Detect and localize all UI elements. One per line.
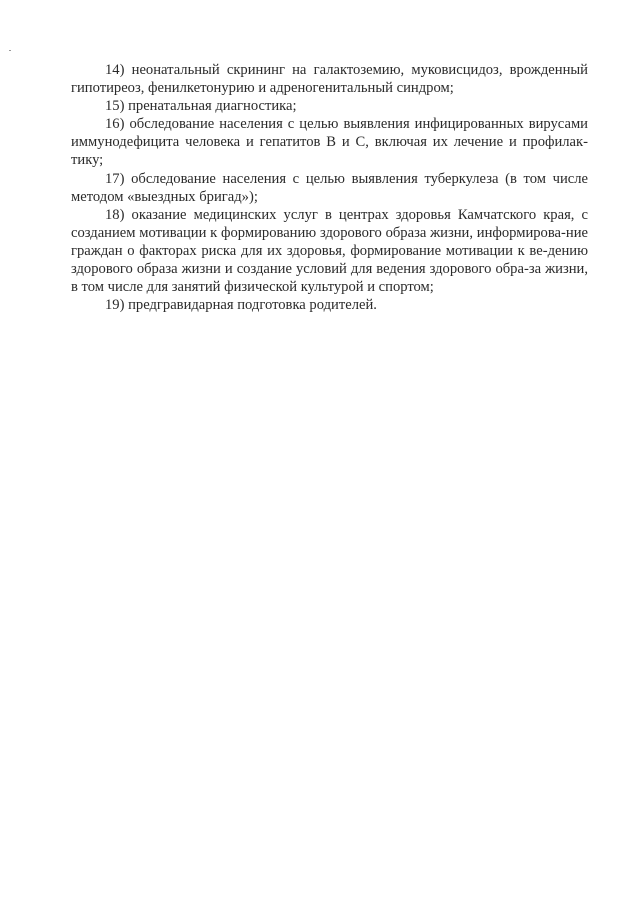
list-item-15: 15) пренатальная диагностика; <box>105 98 297 115</box>
list-item-14: 14) неонатальный скрининг на галактоземию, муковисцидоз, врожденный гипотиреоз, фенилкетонурию и адреногенитальный синдром; <box>71 62 588 97</box>
list-item-18: 18) оказание медицинских услуг в центрах здоровья Камчатского края, с созданием мотивации к формированию здорового образа жизни, информирова-ние граждан о факторах риска для их здоровья, формирование мотивации к ве-дению здорового образа жизни и создание условий для ведения здорового обра-за жизни, в том числе для занятий физической культурой и спортом; <box>71 206 588 296</box>
document-body <box>71 61 588 314</box>
list-item-16: 16) обследование населения с целью выявления инфицированных вирусами иммунодефицита человека и гепатитов В и С, включая их лечение и профилак-тику; <box>71 116 588 169</box>
scan-artifact <box>9 50 11 51</box>
list-item-17: 17) обследование населения с целью выявления туберкулеза (в том числе методом «выездных бригад»); <box>71 170 588 205</box>
list-item-19: 19) предгравидарная подготовка родителей. <box>105 297 377 314</box>
